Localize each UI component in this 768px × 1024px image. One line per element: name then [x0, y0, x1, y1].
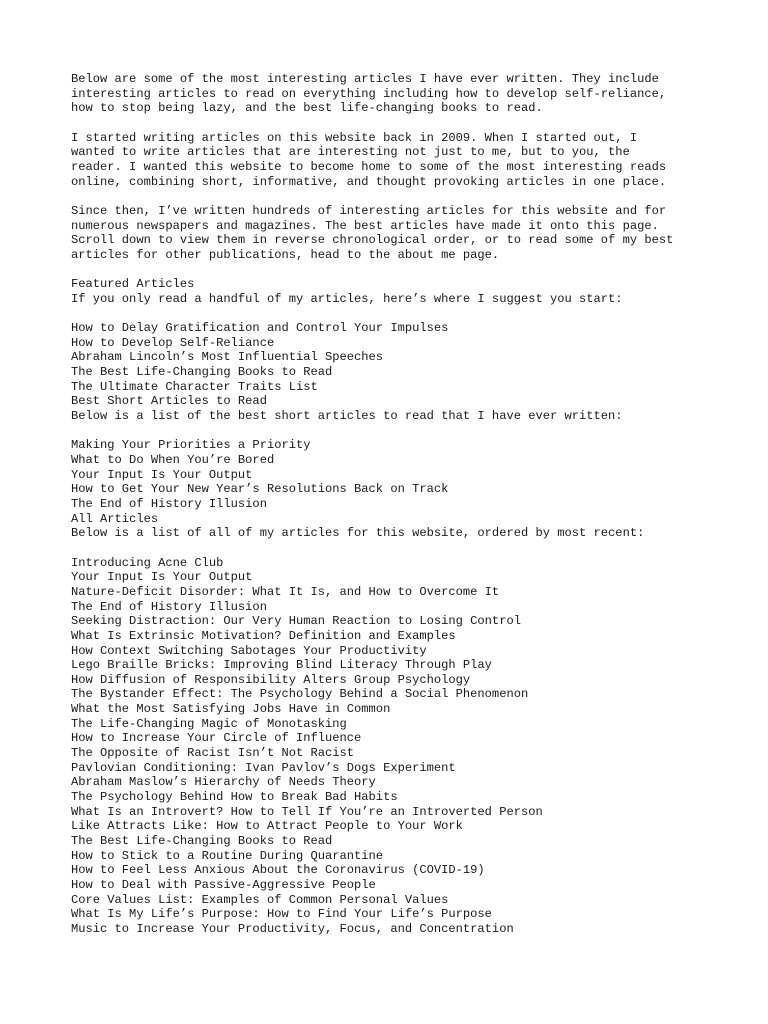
article-link[interactable]: The Bystander Effect: The Psychology Behind a Social Phenomenon	[71, 687, 529, 702]
paragraph-gap	[71, 189, 731, 204]
text-line: Below are some of the most interesting articles I have ever written. They include	[71, 72, 659, 86]
short-articles-heading: Best Short Articles to Read	[71, 394, 267, 409]
article-link[interactable]: The Best Life-Changing Books to Read	[71, 834, 333, 849]
article-link[interactable]: How to Stick to a Routine During Quarantine	[71, 848, 384, 863]
article-link[interactable]: What Is My Life’s Purpose: How to Find Your Life’s Purpose	[71, 907, 492, 922]
featured-article-list	[71, 321, 731, 424]
featured-section	[71, 277, 731, 306]
intro-paragraph-2	[71, 131, 731, 190]
article-link[interactable]: How to Deal with Passive-Aggressive People	[71, 878, 376, 892]
all-article-list	[71, 556, 731, 937]
intro-paragraph-3	[71, 204, 731, 263]
featured-article-link[interactable]: How to Delay Gratification and Control Your Impulses	[71, 321, 449, 336]
paragraph-gap	[71, 306, 731, 321]
text-line: Since then, I’ve written hundreds of interesting articles for this website and for	[71, 203, 667, 218]
short-article-link[interactable]: How to Get Your New Year’s Resolutions Back on Track	[71, 482, 449, 497]
text-line: numerous newspapers and magazines. The best articles have made it onto this page.	[71, 218, 659, 233]
article-link[interactable]: Pavlovian Conditioning: Ivan Pavlov’s Dogs Experiment	[71, 760, 456, 775]
short-article-link[interactable]: The End of History Illusion	[71, 496, 267, 511]
text-line: Scroll down to view them in reverse chronological order, or to read some of my best	[71, 233, 674, 248]
featured-article-link[interactable]: Abraham Lincoln’s Most Influential Speeches	[71, 350, 384, 365]
article-link[interactable]: How Diffusion of Responsibility Alters Group Psychology	[71, 672, 471, 687]
text-line: articles for other publications, head to the about me page.	[71, 247, 500, 262]
all-articles-heading: All Articles	[71, 511, 159, 526]
paragraph-gap	[71, 263, 731, 278]
text-line: wanted to write articles that are interesting not just to me, but to you, the	[71, 145, 630, 160]
document-page	[71, 72, 731, 937]
short-article-link[interactable]: What to Do When You’re Bored	[71, 452, 275, 467]
article-link[interactable]: What the Most Satisfying Jobs Have in Common	[71, 702, 391, 717]
short-article-list	[71, 438, 731, 541]
article-link[interactable]: What Is Extrinsic Motivation? Definition and Examples	[71, 628, 456, 643]
short-articles-intro: Below is a list of the best short articles to read that I have ever written:	[71, 409, 623, 424]
short-article-link[interactable]: Making Your Priorities a Priority	[71, 438, 311, 453]
article-link[interactable]: Nature-Deficit Disorder: What It Is, and How to Overcome It	[71, 584, 500, 599]
article-link[interactable]: Introducing Acne Club	[71, 555, 224, 570]
featured-intro: If you only read a handful of my articles, here’s where I suggest you start:	[71, 291, 623, 306]
article-link[interactable]: The Psychology Behind How to Break Bad Habits	[71, 790, 398, 805]
article-link[interactable]: Music to Increase Your Productivity, Focus, and Concentration	[71, 921, 514, 936]
text-line: interesting articles to read on everything including how to develop self-reliance,	[71, 86, 667, 101]
article-link[interactable]: How to Feel Less Anxious About the Coronavirus (COVID-19)	[71, 863, 485, 878]
article-link[interactable]: Core Values List: Examples of Common Personal Values	[71, 892, 449, 907]
article-link[interactable]: Seeking Distraction: Our Very Human Reaction to Losing Control	[71, 614, 521, 629]
text-line: online, combining short, informative, and thought provoking articles in one place.	[71, 174, 667, 189]
paragraph-gap	[71, 116, 731, 131]
article-link[interactable]: The End of History Illusion	[71, 599, 267, 614]
article-link[interactable]: The Opposite of Racist Isn’t Not Racist	[71, 746, 355, 761]
article-link[interactable]: How to Increase Your Circle of Influence	[71, 731, 362, 746]
article-link[interactable]: Abraham Maslow’s Hierarchy of Needs Theory	[71, 775, 376, 790]
article-link[interactable]: Your Input Is Your Output	[71, 570, 253, 585]
paragraph-gap	[71, 424, 731, 439]
intro-paragraph-1	[71, 72, 731, 116]
article-link[interactable]: The Life-Changing Magic of Monotasking	[71, 716, 347, 731]
short-article-link[interactable]: Your Input Is Your Output	[71, 467, 253, 482]
featured-article-link[interactable]: The Ultimate Character Traits List	[71, 379, 318, 394]
article-link[interactable]: Like Attracts Like: How to Attract People to Your Work	[71, 819, 463, 834]
article-link[interactable]: What Is an Introvert? How to Tell If You’re an Introverted Person	[71, 804, 543, 819]
all-articles-intro: Below is a list of all of my articles for this website, ordered by most recent:	[71, 526, 645, 541]
featured-article-link[interactable]: How to Develop Self-Reliance	[71, 335, 275, 350]
text-line: reader. I wanted this website to become home to some of the most interesting reads	[71, 159, 667, 174]
featured-heading: Featured Articles	[71, 277, 195, 292]
text-line: how to stop being lazy, and the best life-changing books to read.	[71, 101, 543, 116]
paragraph-gap	[71, 541, 731, 556]
article-link[interactable]: Lego Braille Bricks: Improving Blind Literacy Through Play	[71, 658, 492, 673]
article-link[interactable]: How Context Switching Sabotages Your Productivity	[71, 643, 427, 658]
text-line: I started writing articles on this website back in 2009. When I started out, I	[71, 130, 638, 145]
featured-article-link[interactable]: The Best Life-Changing Books to Read	[71, 365, 333, 380]
